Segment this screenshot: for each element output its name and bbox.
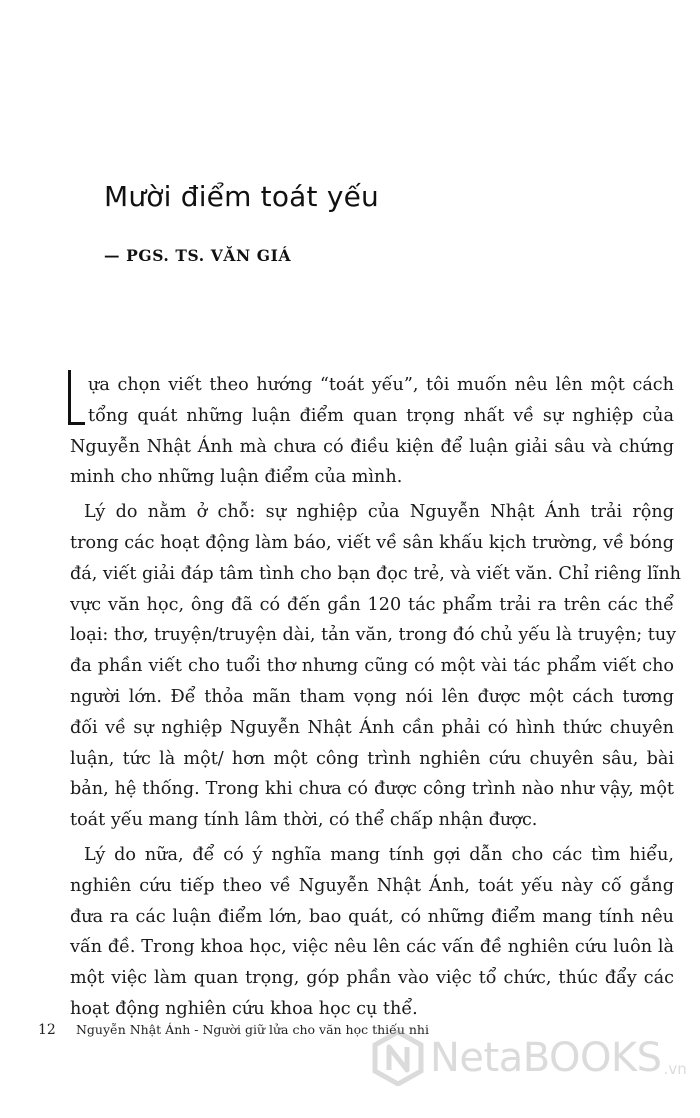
text-line: Lý do nằm ở chỗ: sự nghiệp của Nguyễn Nhật Ánh trải rộng [84,502,674,523]
text-line: một việc làm quan trọng, góp phần vào việc tổ chức, thúc đẩy các [70,968,674,989]
text-line: Nguyễn Nhật Ánh mà chưa có điều kiện để luận giải sâu và chứng [70,436,674,457]
text-line: bản, hệ thống. Trong khi chưa có được công trình nào như vậy, một [70,779,674,800]
text-line: trong các hoạt động làm báo, viết về sân khấu kịch trường, về bóng [70,532,674,553]
text-line: nghiên cứu tiếp theo về Nguyễn Nhật Ánh, toát yếu này cố gắng [70,875,674,896]
text-line: người lớn. Để thỏa mãn tham vọng nói lên được một cách tương [70,686,674,707]
page-footer [38,1022,429,1038]
chapter-title: Mười điểm toát yếu [104,180,379,213]
page-number: 12 [38,1022,56,1038]
text-line: loại: thơ, truyện/truyện dài, tản văn, trong đó chủ yếu là truyện; tuy [70,625,677,646]
watermark-suffix: .vn [663,1060,687,1078]
text-line: minh cho những luận điểm của mình. [70,467,403,488]
text-line: đa phần viết cho tuổi thơ nhưng cũng có một vài tác phẩm viết cho [70,656,674,677]
watermark-text: NetaBOOKS [430,1035,662,1081]
running-title: Nguyễn Nhật Ánh - Người giữ lửa cho văn học thiếu nhi [75,1022,429,1037]
text-line: đưa ra các luận điểm lớn, bao quát, có những điểm mang tính nêu [70,906,674,927]
paragraph-1 [70,370,674,493]
paragraph-3 [70,840,674,1025]
paragraph-2 [70,497,681,836]
text-line: ựa chọn viết theo hướng “toát yếu”, tôi muốn nêu lên một cách [88,375,674,395]
text-line: đá, viết giải đáp tâm tình cho bạn đọc trẻ, và viết văn. Chỉ riêng lĩnh [70,563,681,584]
text-line: tổng quát những luận điểm quan trọng nhất về sự nghiệp của [88,405,674,426]
text-line: toát yếu mang tính lâm thời, có thể chấp nhận được. [70,810,538,831]
text-line: Lý do nữa, để có ý nghĩa mang tính gợi dẫn cho các tìm hiểu, [84,844,674,865]
chapter-author: — PGS. TS. VĂN GIÁ [104,246,292,265]
watermark [372,1030,687,1086]
text-line: đối về sự nghiệp Nguyễn Nhật Ánh cần phải có hình thức chuyên [70,717,674,738]
text-line: luận, tức là một/ hơn một công trình nghiên cứu chuyên sâu, bài [70,748,674,769]
text-line: vực văn học, ông đã có đến gần 120 tác phẩm trải ra trên các thể [70,594,674,615]
netabooks-logo-icon [372,1030,424,1086]
text-line: hoạt động nghiên cứu khoa học cụ thể. [70,998,418,1019]
text-line: vấn đề. Trong khoa học, việc nêu lên các vấn đề nghiên cứu luôn là [70,937,674,958]
body-text [70,370,681,1029]
